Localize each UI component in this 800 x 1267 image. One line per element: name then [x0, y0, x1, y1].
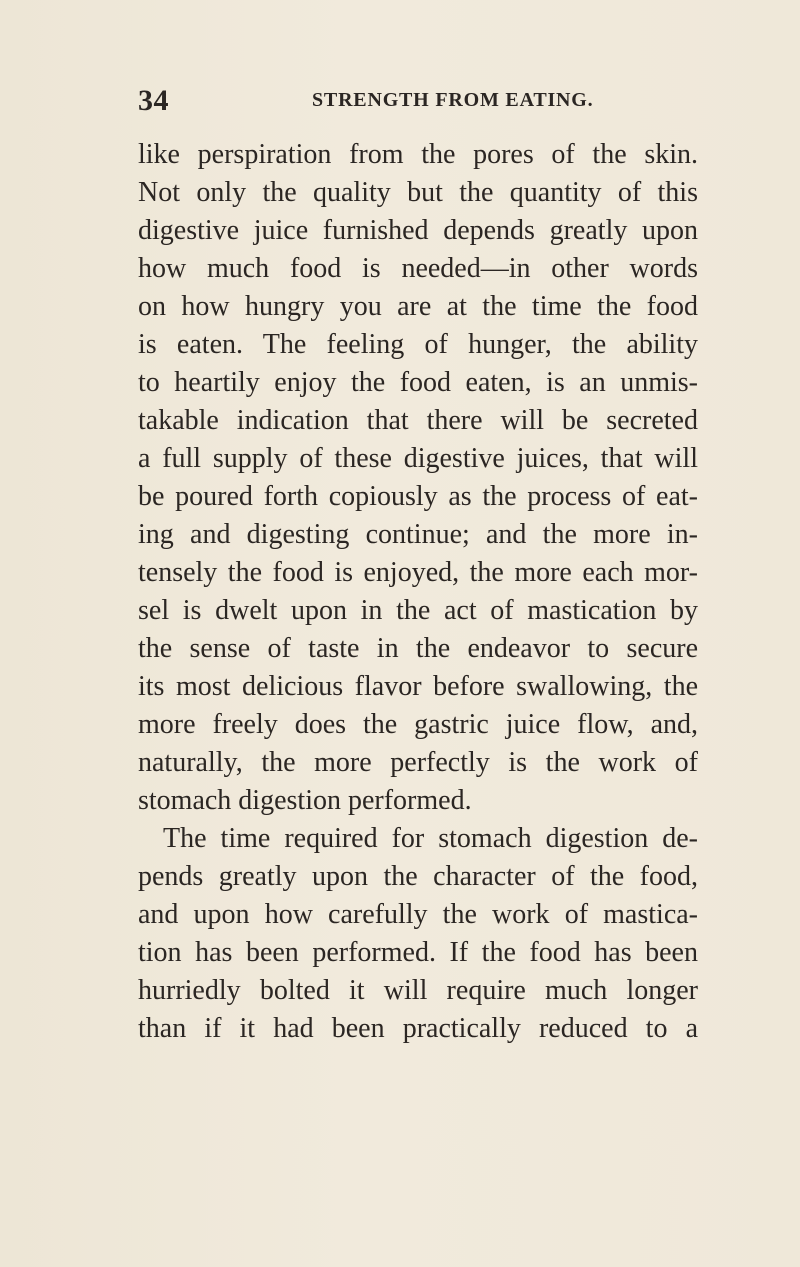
text-line: stomach digestion performed.	[138, 785, 472, 816]
text-line: the sense of taste in the endeavor to secure	[138, 633, 698, 664]
text-line: like perspiration from the pores of the skin.	[138, 139, 698, 170]
text-line: ing and digesting continue; and the more in-	[138, 519, 698, 550]
text-line: takable indication that there will be secreted	[138, 405, 698, 436]
text-line: on how hungry you are at the time the food	[138, 291, 698, 322]
text-line: Not only the quality but the quantity of this	[138, 177, 698, 208]
text-line: naturally, the more perfectly is the work of	[138, 747, 698, 778]
text-line: tensely the food is enjoyed, the more each mor-	[138, 557, 698, 588]
text-line: pends greatly upon the character of the food,	[138, 861, 698, 892]
text-line: sel is dwelt upon in the act of mastication by	[138, 595, 698, 626]
text-line: is eaten. The feeling of hunger, the ability	[138, 329, 698, 360]
text-line: and upon how carefully the work of mastica-	[138, 899, 698, 930]
text-line: be poured forth copiously as the process of eat-	[138, 481, 698, 512]
page-number: 34	[138, 84, 169, 117]
text-line: tion has been performed. If the food has been	[138, 937, 698, 968]
page-header	[138, 84, 690, 118]
text-line: how much food is needed—in other words	[138, 253, 698, 284]
text-line: a full supply of these digestive juices, that will	[138, 443, 698, 474]
text-line: The time required for stomach digestion de-	[163, 823, 698, 854]
text-line: its most delicious flavor before swallowing, the	[138, 671, 698, 702]
text-line: to heartily enjoy the food eaten, is an unmis-	[138, 367, 698, 398]
text-line: than if it had been practically reduced to a	[138, 1013, 698, 1044]
text-line: hurriedly bolted it will require much longer	[138, 975, 698, 1006]
text-line: more freely does the gastric juice flow, and,	[138, 709, 698, 740]
running-title: STRENGTH FROM EATING.	[312, 89, 594, 111]
body-text	[138, 136, 698, 1048]
text-line: digestive juice furnished depends greatly upon	[138, 215, 698, 246]
